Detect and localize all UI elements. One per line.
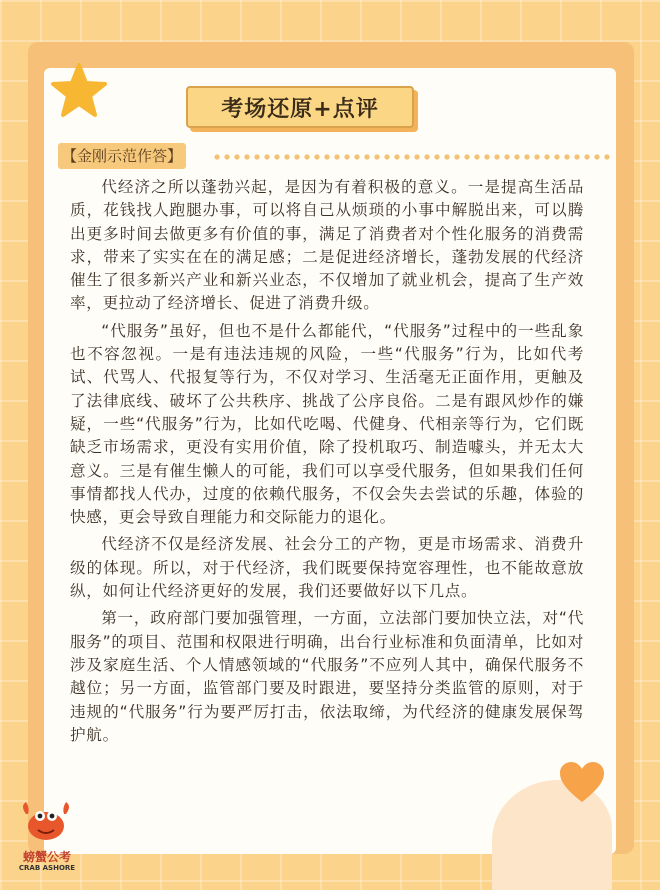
essay-paragraph: 代经济之所以蓬勃兴起，是因为有着积极的意义。一是提高生活品质，花钱找人跑腿办事，可以将自己从烦琐的小事中解脱出来，可以腾出更多时间去做更多有价值的事，满足了消费者对个性化服务的消费需求，带来了实实在在的满足感；二是促进经济增长，蓬勃发展的代经济催生了很多新兴产业和新兴业态，不仅增加了就业机会，提高了生产效率，更拉动了经济增长、促进了消费升级。 xyxy=(70,178,584,313)
essay-paragraph: “代服务”虽好，但也不是什么都能代，“代服务”过程中的一些乱象也不容忽视。一是有违法违规的风险，一些“代服务”行为，比如代考试、代骂人、代报复等行为，不仅对学习、生活毫无正面作用，更触及了法律底线、破坏了公共秩序、挑战了公序良俗。二是有跟风炒作的嫌疑，一些“代服务”行为，比如代吃喝、代健身、代相亲等行为，它们既缺乏市场需求，更没有实用价值，除了投机取巧、制造噱头，并无太大意义。三是有催生懒人的可能，我们可以享受代服务，但如果我们任何事情都找人代办，过度的依赖代服务，不仅会失去尝试的乐趣，体验的快感，更会导致自理能力和交际能力的退化。 xyxy=(70,321,584,527)
essay-paragraph: 第一，政府部门要加强管理，一方面，立法部门要加快立法，对“代服务”的项目、范围和权限进行明确，出台行业标准和负面清单，比如对涉及家庭生活、个人情感领域的“代服务”不应列人其中，确保代服务不越位；另一方面，监管部门要及时跟进，要坚持分类监管的原则，对于违规的“代服务”行为要严厉打击，依法取缔，为代经济的健康发展保驾护航。 xyxy=(70,609,584,744)
logo-text-cn: 螃蟹公考 xyxy=(22,850,71,864)
section-label: 【金刚示范作答】 xyxy=(58,143,186,169)
essay-paragraph: 代经济不仅是经济发展、社会分工的产物，更是市场需求、消费升级的体现。所以，对于代经济，我们既要保持宽容理性，也不能故意放纵，如何让代经济更好的发展，我们还要做好以下几点。 xyxy=(70,535,584,601)
page-title: 考场还原+点评 xyxy=(186,86,414,128)
crab-logo-icon xyxy=(18,800,74,846)
dotted-divider xyxy=(212,154,612,160)
essay-body xyxy=(70,176,584,751)
star-icon xyxy=(50,62,108,120)
logo-text-en: CRAB ASHORE xyxy=(18,864,76,872)
heart-icon xyxy=(558,760,606,804)
brand-logo xyxy=(8,800,86,878)
